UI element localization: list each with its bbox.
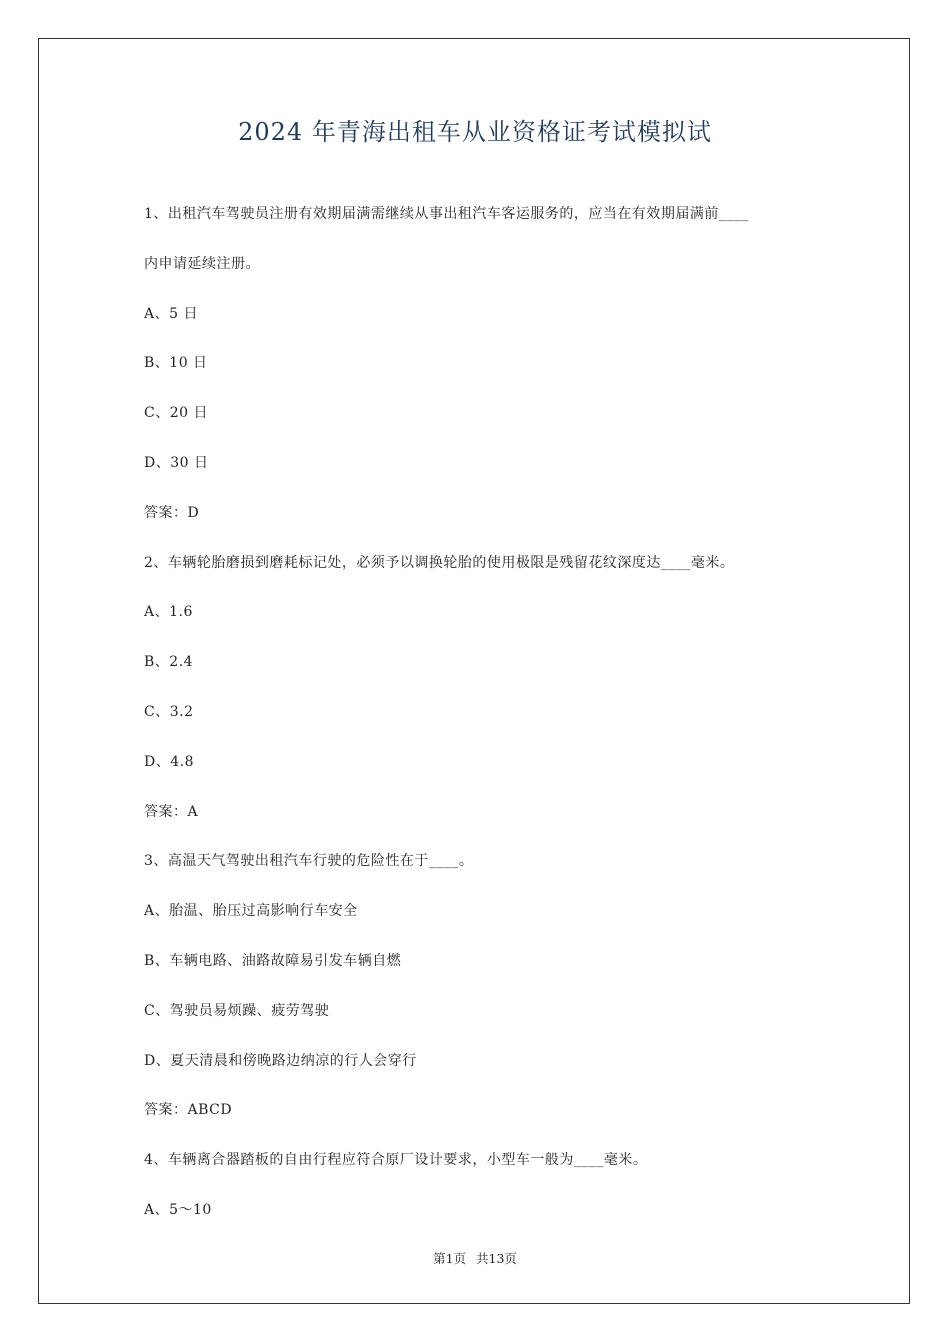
question-1-answer: 答案：D [144,504,200,521]
page-footer [0,1249,950,1267]
question-1-stem-line-2: 内申请延续注册。 [144,255,260,272]
question-4-option-a: A、5～10 [144,1201,212,1218]
page-total: 共13页 [476,1251,517,1266]
question-3-option-d: D、夏天清晨和傍晚路边纳凉的行人会穿行 [144,1052,417,1069]
document-title: 2024 年青海出租车从业资格证考试模拟试 [238,118,712,146]
question-1-option-a: A、5 日 [144,305,198,322]
question-1-option-b: B、10 日 [144,355,208,372]
question-2-option-d: D、4.8 [144,753,194,770]
question-3-option-b: B、车辆电路、油路故障易引发车辆自燃 [144,952,402,969]
question-1-option-c: C、20 日 [144,405,208,422]
question-1-stem-line-1: 1、出租汽车驾驶员注册有效期届满需继续从事出租汽车客运服务的，应当在有效期届满前____ [144,206,749,222]
question-3-option-a: A、胎温、胎压过高影响行车安全 [144,903,358,920]
question-3-stem: 3、高温天气驾驶出租汽车行驶的危险性在于____。 [144,853,474,870]
question-2-answer: 答案：A [144,803,199,820]
question-3-answer: 答案：ABCD [144,1102,233,1119]
question-1-option-d: D、30 日 [144,454,209,471]
question-2-option-b: B、2.4 [144,654,194,671]
question-4-stem: 4、车辆离合器踏板的自由行程应符合原厂设计要求，小型车一般为____毫米。 [144,1152,648,1169]
question-3-option-c: C、驾驶员易烦躁、疲劳驾驶 [144,1002,330,1019]
page-number: 第1页 [433,1251,467,1266]
question-2-option-a: A、1.6 [144,604,193,621]
question-2-stem: 2、车辆轮胎磨损到磨耗标记处，必须予以调换轮胎的使用极限是残留花纹深度达____毫米。 [144,554,735,571]
question-2-option-c: C、3.2 [144,703,194,720]
question-list [144,200,824,1246]
